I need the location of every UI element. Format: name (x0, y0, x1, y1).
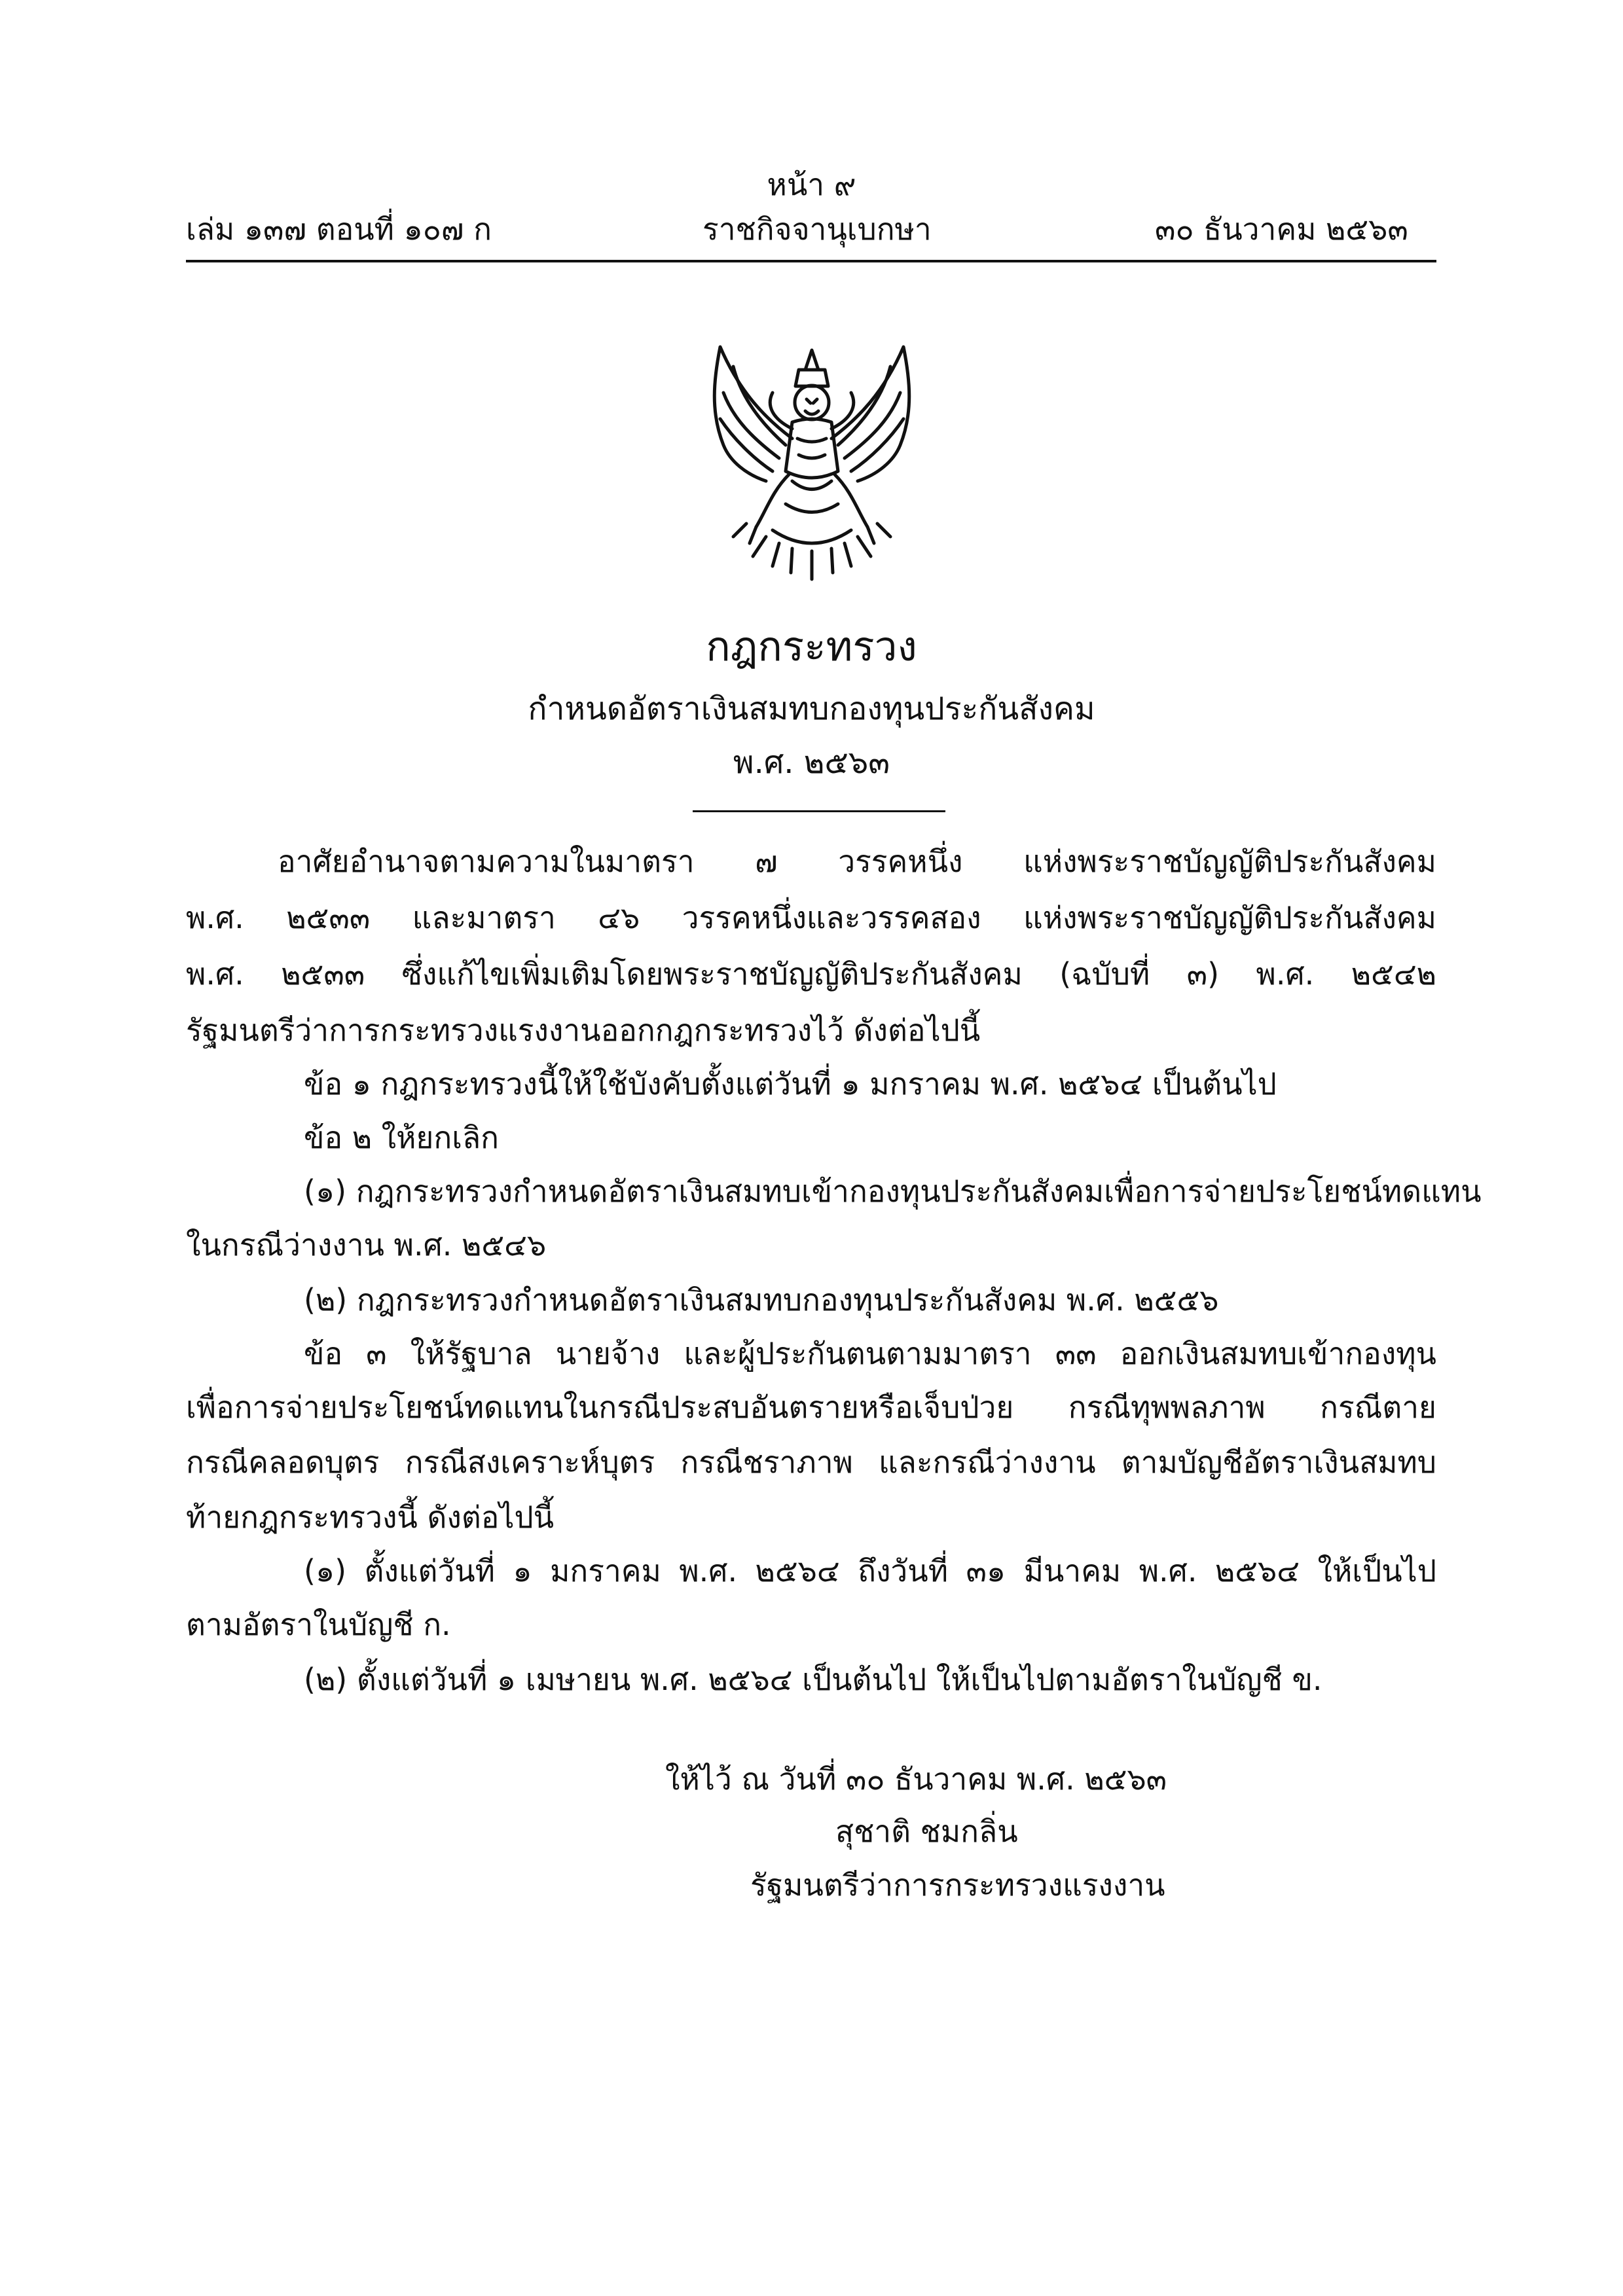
gazette-date: ๓๐ ธันวาคม ๒๕๖๓ (1155, 211, 1408, 247)
clause-3-item-1-line-1: (๑) ตั้งแต่วันที่ ๑ มกราคม พ.ศ. ๒๕๖๔ ถึงวันที่ ๓๑ มีนาคม พ.ศ. ๒๕๖๔ ให้เป็นไป (304, 1553, 1436, 1588)
clause-3-line-1: ข้อ ๓ ให้รัฐบาล นายจ้าง และผู้ประกันตนตามมาตรา ๓๓ ออกเงินสมทบเข้ากองทุน (304, 1336, 1436, 1371)
signatory-name: สุชาติ ชมกลิ่น (835, 1814, 1018, 1849)
preamble-line-2: พ.ศ. ๒๕๓๓ และมาตรา ๔๖ วรรคหนึ่งและวรรคสอง แห่งพระราชบัญญัติประกันสังคม (186, 900, 1436, 935)
title-rule (693, 810, 945, 812)
document-title: กฎกระทรวง (706, 622, 917, 670)
given-on-date: ให้ไว้ ณ วันที่ ๓๐ ธันวาคม พ.ศ. ๒๕๖๓ (665, 1761, 1167, 1797)
clause-3-item-1-line-2: ตามอัตราในบัญชี ก. (186, 1607, 451, 1642)
preamble-line-3: พ.ศ. ๒๕๓๓ ซึ่งแก้ไขเพิ่มเติมโดยพระราชบัญญัติประกันสังคม (ฉบับที่ ๓) พ.ศ. ๒๕๔๒ (186, 956, 1436, 992)
clause-2-item-2: (๒) กฎกระทรวงกำหนดอัตราเงินสมทบกองทุนประกันสังคม พ.ศ. ๒๕๕๖ (304, 1282, 1219, 1318)
document-subtitle: กำหนดอัตราเงินสมทบกองทุนประกันสังคม (528, 691, 1095, 727)
clause-3-item-2: (๒) ตั้งแต่วันที่ ๑ เมษายน พ.ศ. ๒๕๖๔ เป็นต้นไป ให้เป็นไปตามอัตราในบัญชี ข. (304, 1662, 1322, 1697)
clause-2-item-1-line-1: (๑) กฎกระทรวงกำหนดอัตราเงินสมทบเข้ากองทุนประกันสังคมเพื่อการจ่ายประโยชน์ทดแทน (304, 1174, 1482, 1209)
signatory-position: รัฐมนตรีว่าการกระทรวงแรงงาน (750, 1867, 1165, 1903)
clause-3-line-3: กรณีคลอดบุตร กรณีสงเคราะห์บุตร กรณีชราภาพ และกรณีว่างงาน ตามบัญชีอัตราเงินสมทบ (186, 1444, 1436, 1480)
gazette-volume-issue: เล่ม ๑๓๗ ตอนที่ ๑๐๗ ก (186, 211, 492, 247)
garuda-emblem (694, 340, 930, 589)
preamble-line-1: อาศัยอำนาจตามความในมาตรา ๗ วรรคหนึ่ง แห่งพระราชบัญญัติประกันสังคม (278, 844, 1436, 879)
gazette-name: ราชกิจจานุเบกษา (702, 211, 932, 247)
clause-3-line-2: เพื่อการจ่ายประโยชน์ทดแทนในกรณีประสบอันตรายหรือเจ็บป่วย กรณีทุพพลภาพ กรณีตาย (186, 1390, 1436, 1425)
clause-1: ข้อ ๑ กฎกระทรวงนี้ให้ใช้บังคับตั้งแต่วันที่ ๑ มกราคม พ.ศ. ๒๕๖๔ เป็นต้นไป (304, 1066, 1277, 1102)
document-year: พ.ศ. ๒๕๖๓ (733, 744, 890, 781)
clause-3-line-4: ท้ายกฎกระทรวงนี้ ดังต่อไปนี้ (186, 1499, 555, 1535)
clause-2-item-1-line-2: ในกรณีว่างงาน พ.ศ. ๒๕๔๖ (186, 1227, 547, 1263)
header-rule (186, 260, 1436, 262)
preamble-line-4: รัฐมนตรีว่าการกระทรวงแรงงานออกกฎกระทรวงไว้ ดังต่อไปนี้ (186, 1013, 981, 1048)
page-number: หน้า ๙ (767, 167, 856, 202)
clause-2: ข้อ ๒ ให้ยกเลิก (304, 1120, 499, 1155)
